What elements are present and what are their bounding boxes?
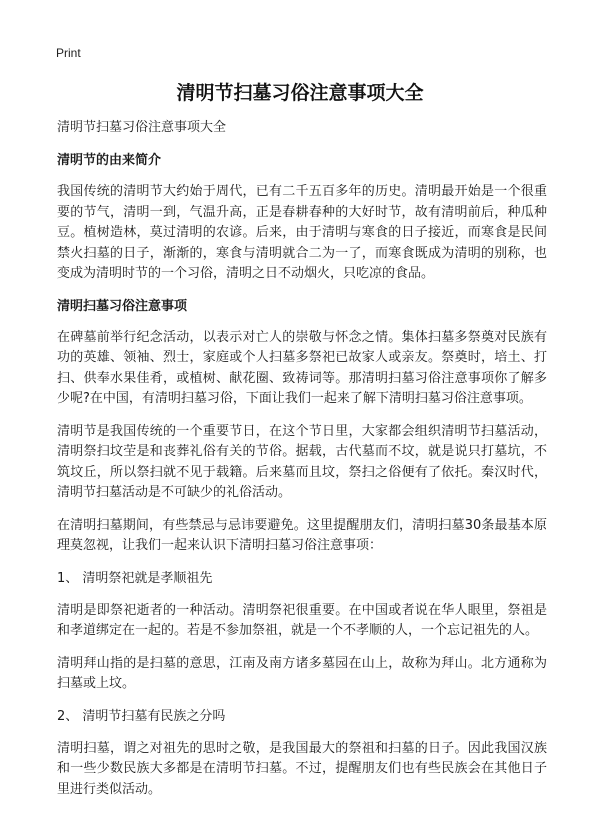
list-item-heading-2: 2、 清明节扫墓有民族之分吗 [57, 708, 226, 724]
paragraph-item-2a: 清明扫墓，谓之对祖先的思时之敬，是我国最大的祭祖和扫墓的日子。因此我国汉族和一些少数民族大多都是在清明节扫墓。不过，提醒朋友们也有些民族会在其他日子里进行类似活动。 [57, 740, 547, 797]
section-heading-origin: 清明节的由来简介 [57, 153, 162, 168]
article-subtitle: 清明节扫墓习俗注意事项大全 [57, 120, 227, 135]
section-heading-notes: 清明扫墓习俗注意事项 [57, 298, 188, 314]
paragraph-notes-intro: 在碑墓前举行纪念活动，以表示对亡人的崇敬与怀念之情。集体扫墓多祭奠对民族有功的英雄、领袖、烈士，家庭或个人扫墓多祭祀已故家人或亲友。祭奠时，培土、打扫、供奉水果佳肴，或植树、献花圈、致祷词等。那清明扫墓习俗注意事项你了解多少呢?在中国，有清明扫墓习俗，下面让我们一起来了解下清明扫墓习俗注意事项。 [57, 329, 547, 406]
paragraph-item-1a: 清明是即祭祀逝者的一种活动。清明祭祀很重要。在中国或者说在华人眼里，祭祖是和孝道绑定在一起的。若是不参加祭祖，就是一个不孝顺的人，一个忘记祖先的人。 [57, 602, 547, 638]
paragraph-notes-taboos: 在清明扫墓期间，有些禁忌与忌讳要避免。这里提醒朋友们，清明扫墓30条最基本原理莫忽视，让我们一起来认识下清明扫墓习俗注意事项： [57, 517, 547, 553]
print-link[interactable]: Print [56, 46, 81, 60]
paragraph-origin: 我国传统的清明节大约始于周代，已有二千五百多年的历史。清明最开始是一个很重要的节气，清明一到，气温升高，正是春耕春种的大好时节，故有清明前后，种瓜种豆。植树造林，莫过清明的农谚。后来，由于清明与寒食的日子接近，而寒食是民间禁火扫墓的日子，渐渐的，寒食与清明就合二为一了，而寒食既成为清明的别称，也变成为清明时节的一个习俗，清明之日不动烟火，只吃凉的食品。 [57, 184, 547, 281]
paragraph-item-1b: 清明拜山指的是扫墓的意思，江南及南方诸多墓园在山上，故称为拜山。北方通称为扫墓或上坟。 [57, 655, 547, 691]
paragraph-notes-history: 清明节是我国传统的一个重要节日，在这个节日里，大家都会组织清明节扫墓活动，清明祭扫坟茔是和丧葬礼俗有关的节俗。据载，古代墓而不坟，就是说只打墓坑，不筑坟丘，所以祭扫就不见于载籍。后来墓而且坟，祭扫之俗便有了依托。秦汉时代，清明节扫墓活动是不可缺少的礼俗活动。 [57, 423, 547, 500]
list-item-heading-1: 1、 清明祭祀就是孝顺祖先 [57, 570, 213, 586]
page-title: 清明节扫墓习俗注意事项大全 [176, 82, 424, 104]
article-body [57, 118, 547, 812]
